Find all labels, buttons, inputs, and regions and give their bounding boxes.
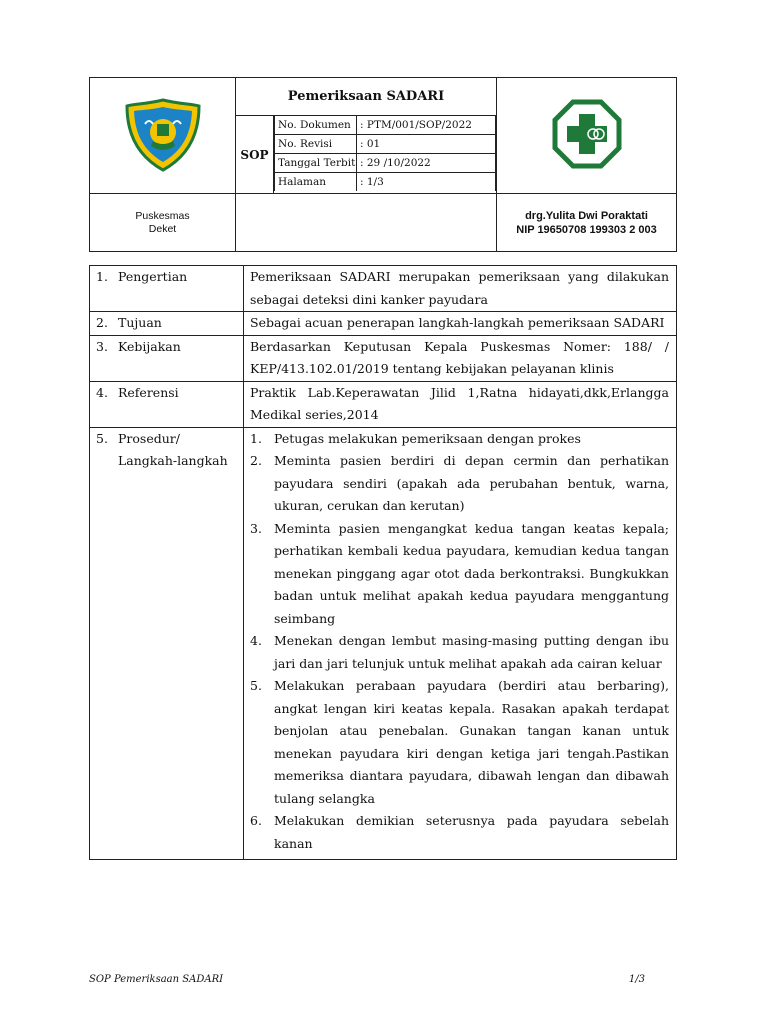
procedure-steps-list <box>250 428 669 856</box>
row-label <box>90 427 244 860</box>
left-logo-cell <box>90 78 236 194</box>
content-line: Sebagai acuan penerapan langkah-langkah pemeriksaan SADARI <box>250 315 665 330</box>
row-content <box>244 312 677 336</box>
revision-row <box>275 135 496 154</box>
row-label <box>90 266 244 312</box>
row-number: 2. <box>96 315 108 330</box>
revision-label: No. Revisi <box>275 135 357 154</box>
row-referensi <box>90 381 677 427</box>
revision-value: : 01 <box>357 135 496 154</box>
procedure-step <box>250 810 669 855</box>
regency-emblem-icon <box>123 94 203 174</box>
row-number: 4. <box>96 384 108 400</box>
issue-date-row <box>275 154 496 173</box>
step-number: 5. <box>250 678 262 693</box>
row-label-text: Referensi <box>118 384 179 400</box>
row-label-text: Kebijakan <box>118 338 181 354</box>
row-prosedur <box>90 427 677 860</box>
row-content <box>244 335 677 381</box>
signer-nip: NIP 19650708 199303 2 003 <box>516 223 657 236</box>
step-number: 1. <box>250 430 262 446</box>
issue-date-value: : 29 /10/2022 <box>357 154 496 173</box>
signature-cell <box>497 194 677 252</box>
content-line: KEP/413.102.01/2019 tentang kebijakan pelayanan klinis <box>250 361 614 376</box>
content-line: Praktik Lab.Keperawatan Jilid 1,Ratna hidayati,dkk,Erlangga <box>250 384 669 400</box>
sop-header-table <box>89 77 677 252</box>
procedure-step <box>250 630 669 675</box>
content-line: sebagai deteksi dini kanker payudara <box>250 291 488 307</box>
row-label <box>90 381 244 427</box>
right-logo-cell <box>497 78 677 194</box>
document-info-table <box>274 116 496 191</box>
content-line: Pemeriksaan SADARI merupakan pemeriksaan yang dilakukan <box>250 269 669 284</box>
sop-content-table <box>89 265 677 860</box>
footer-doc-title: SOP Pemeriksaan SADARI <box>89 974 224 985</box>
title-info-table <box>236 78 496 193</box>
step-number: 3. <box>250 520 262 536</box>
procedure-step <box>250 518 669 631</box>
puskesmas-logo-icon <box>552 99 622 169</box>
doc-number-value: : PTM/001/SOP/2022 <box>357 116 496 135</box>
page-label: Halaman <box>275 173 357 192</box>
blank-cell <box>236 194 497 252</box>
sop-label: SOP <box>236 116 274 194</box>
procedure-step <box>250 428 669 451</box>
puskesmas-name: Deket <box>148 222 177 235</box>
row-label-text: Tujuan <box>118 315 162 330</box>
row-pengertian <box>90 266 677 312</box>
page-value: : 1/3 <box>357 173 496 192</box>
page-row <box>275 173 496 192</box>
content-line: Medikal series,2014 <box>250 407 379 422</box>
row-label <box>90 335 244 381</box>
row-label-text: Pengertian <box>118 269 188 284</box>
row-tujuan <box>90 312 677 336</box>
row-content <box>244 427 677 860</box>
step-text: Menekan dengan lembut masing-masing putting dengan ibu jari dan jari telunjuk untuk melihat apakah ada cairan keluar <box>274 633 669 671</box>
row-number: 5. <box>96 430 108 446</box>
step-text: Meminta pasien berdiri di depan cermin dan perhatikan payudara sendiri (apakah ada perubahan bentuk, warna, ukuran, cerukan dan kerutan) <box>274 453 669 513</box>
row-content <box>244 381 677 427</box>
doc-number-label: No. Dokumen <box>275 116 357 135</box>
puskesmas-label: Puskesmas <box>135 209 190 222</box>
step-number: 6. <box>250 813 262 828</box>
doc-number-row <box>275 116 496 135</box>
signer-name: drg.Yulita Dwi Poraktati <box>525 209 648 222</box>
row-content <box>244 266 677 312</box>
procedure-step <box>250 450 669 518</box>
puskesmas-cell <box>90 194 236 252</box>
footer-page-number: 1/3 <box>628 974 645 985</box>
issue-date-label: Tanggal Terbit <box>275 154 357 173</box>
document-title: Pemeriksaan SADARI <box>236 78 496 116</box>
row-label-text-2: Langkah-langkah <box>118 453 228 468</box>
step-text: Petugas melakukan pemeriksaan dengan prokes <box>274 430 581 446</box>
row-label-text: Prosedur/ <box>118 430 180 446</box>
step-text: Melakukan perabaan payudara (berdiri atau berbaring), angkat lengan kiri keatas kepala. Rasakan apakah terdapat benjolan atau penebalan. Gunakan tangan kanan untuk menekan payudara kiri dengan ketiga jari tengah.Pastikan memeriksa diantara payudara, dibawah lengan dan dibawah tulang selangka <box>274 678 669 806</box>
title-info-cell <box>236 78 497 194</box>
row-number: 3. <box>96 338 108 354</box>
step-text: Melakukan demikian seterusnya pada payudara sebelah kanan <box>274 813 669 851</box>
page-footer <box>89 974 645 985</box>
step-text: Meminta pasien mengangkat kedua tangan keatas kepala; perhatikan kembali kedua payudara, kemudian kedua tangan menekan pinggang agar otot dada berkontraksi. Bungkukkan badan untuk melihat apakah kedua payudara menggantung seimbang <box>274 520 669 626</box>
row-label <box>90 312 244 336</box>
row-number: 1. <box>96 269 108 284</box>
procedure-step <box>250 675 669 810</box>
step-number: 4. <box>250 633 262 648</box>
content-line: Berdasarkan Keputusan Kepala Puskesmas Nomer: 188/ / <box>250 338 669 354</box>
row-kebijakan <box>90 335 677 381</box>
step-number: 2. <box>250 453 262 468</box>
